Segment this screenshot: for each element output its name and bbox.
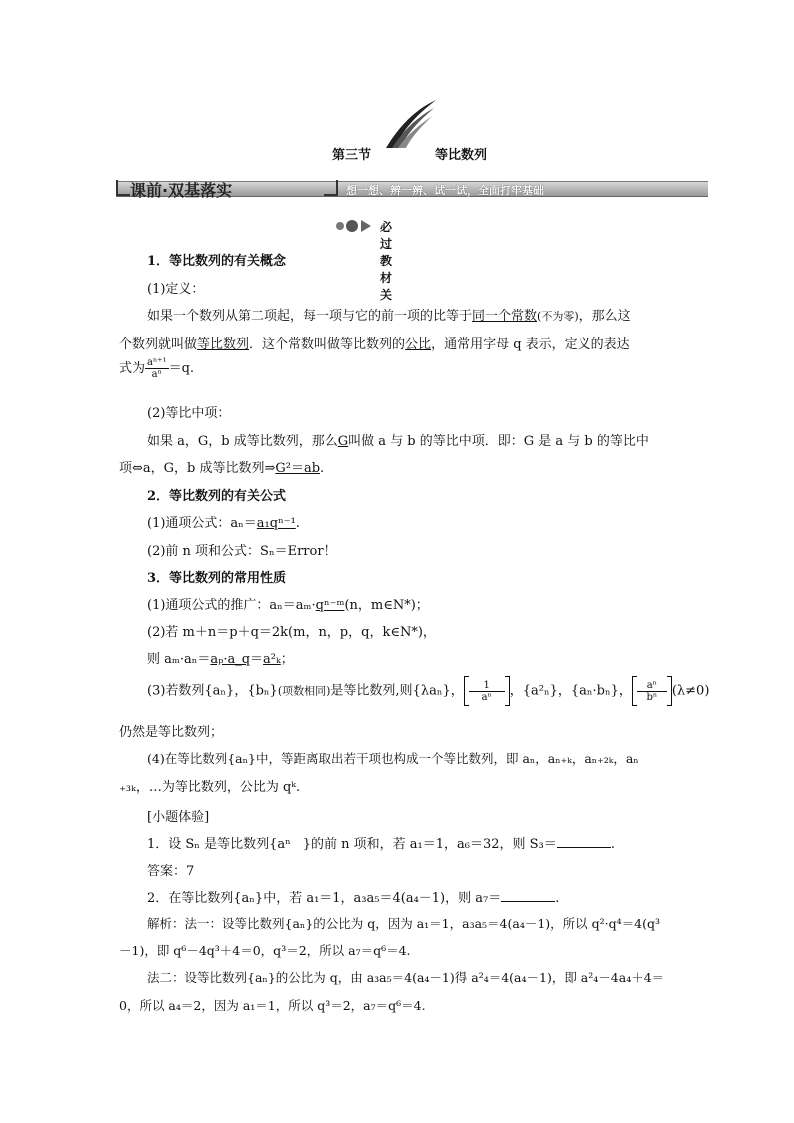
property-3: (3)若数列{aₙ}，{bₙ}(项数相同)是等比数列,则{λaₙ}， $\frac{1}{\text{aⁿ}}$ ，{a²ₙ}，{aₙ·bₙ}， $\frac{\text{aⁿ}}{\text{bⁿ}}$ (λ≠0) [147,676,709,706]
section-title: 等比数列 [435,148,488,163]
dot-icon [346,220,358,232]
definition-line-2: 个数列就叫做等比数列．这个常数叫做等比数列的公比，通常用字母 q 表示，定义的表达 [119,337,630,352]
underlined-term: 公比 [405,337,432,352]
definition-line-1: 如果一个数列从第二项起，每一项与它的前一项的比等于同一个常数(不为零)，那么这 [147,309,631,324]
solution-1-line-1: 解析：法一：设等比数列{aₙ}的公比为 q，因为 a₁＝1，a₃a₅＝4(a₄－1)，所以 q²·q⁴＝4(q³ [147,916,660,931]
fraction: $\frac{\text{aⁿ⁺¹}}{\text{aⁿ}}$ [147,357,167,380]
section-banner [116,178,708,198]
property-2: (2)若 m＋n＝p＋q＝2k(m，n，p，q，k∈N*)， [147,625,436,640]
fraction: $\frac{1}{\text{aⁿ}}$ [469,680,505,703]
property-3-line-2: 仍然是等比数列； [119,725,224,740]
solution-1-line-2: －1)，即 q⁶－4q³＋4＝0，q³＝2，所以 a₇＝q⁶＝4. [119,943,411,958]
banner-hook-left [116,180,130,196]
formula-general-term: (1)通项公式：aₙ＝a₁qⁿ⁻¹. [147,516,300,531]
property-1: (1)通项公式的推广：aₙ＝aₘ·qⁿ⁻ᵐ(n，m∈N*)； [147,598,429,613]
definition-label: (1)定义： [147,282,205,297]
quiz-label: [小题体验] [147,810,210,825]
property-4-line-1: (4)在等比数列{aₙ}中，等距离取出若干项也构成一个等比数列，即 aₙ，aₙ₊ₖ，aₙ₊₂ₖ，aₙ [147,751,639,766]
middle-term-line-1: 如果 a，G，b 成等比数列，那么G叫做 a 与 b 的等比中项．即：G 是 a 与 b 的等比中 [147,434,649,449]
answer-blank [557,837,611,848]
solution-2-line-1: 法二：设等比数列{aₙ}的公比为 q，由 a₃a₅＝4(a₄－1)得 a²₄＝4(a₄－1)，即 a²₄－4a₄＋4＝ [147,970,665,985]
heading-3: 3．等比数列的常用性质 [147,571,287,586]
section-label: 第三节 [332,148,372,163]
dot-icon [336,222,344,230]
badge-label: 必过教材关 [380,220,397,302]
heading-1: 1．等比数列的有关概念 [147,254,287,269]
underlined-term: 等比数列 [197,337,250,352]
heading-2: 2．等比数列的有关公式 [147,489,287,504]
quiz-answer-1: 答案：7 [147,864,195,879]
arrow-icon [361,220,371,232]
property-2-result: 则 aₘ·aₙ＝aₚ·a_q＝a²ₖ； [147,652,294,667]
banner-main-title: 课前·双基落实 [130,181,233,200]
formula-sum: (2)前 n 项和公式：Sₙ＝Error！ [147,544,337,559]
quiz-question-2: 2．在等比数列{aₙ}中，若 a₁＝1，a₃a₅＝4(a₄－1)，则 a₇＝ . [147,891,560,906]
middle-term-line-2: 项⇔a，G，b 成等比数列⇒G²＝ab. [119,461,325,476]
banner-subtitle: 想一想、辨一辨、试一试，全面打牢基础 [346,184,544,197]
underlined-term: 同一个常数 [472,309,538,324]
middle-term-label: (2)等比中项： [147,406,231,421]
solution-2-line-2: 0，所以 a₄＝2，因为 a₁＝1，所以 q³＝2，a₇＝q⁶＝4. [119,998,426,1013]
swoosh-logo-icon [384,98,438,150]
answer-blank [501,891,555,902]
fraction: $\frac{\text{aⁿ}}{\text{bⁿ}}$ [637,680,667,703]
property-4-line-2: ₊₃ₖ，…为等比数列，公比为 qᵏ. [119,780,301,795]
definition-formula: 式为 $\frac{\text{aⁿ⁺¹}}{\text{aⁿ}}$ ＝q. [119,357,195,380]
quiz-question-1: 1．设 Sₙ 是等比数列{aⁿ }的前 n 项和，若 a₁＝1，a₆＝32，则 S₃＝ . [147,837,615,852]
banner-hook-right [324,180,338,196]
